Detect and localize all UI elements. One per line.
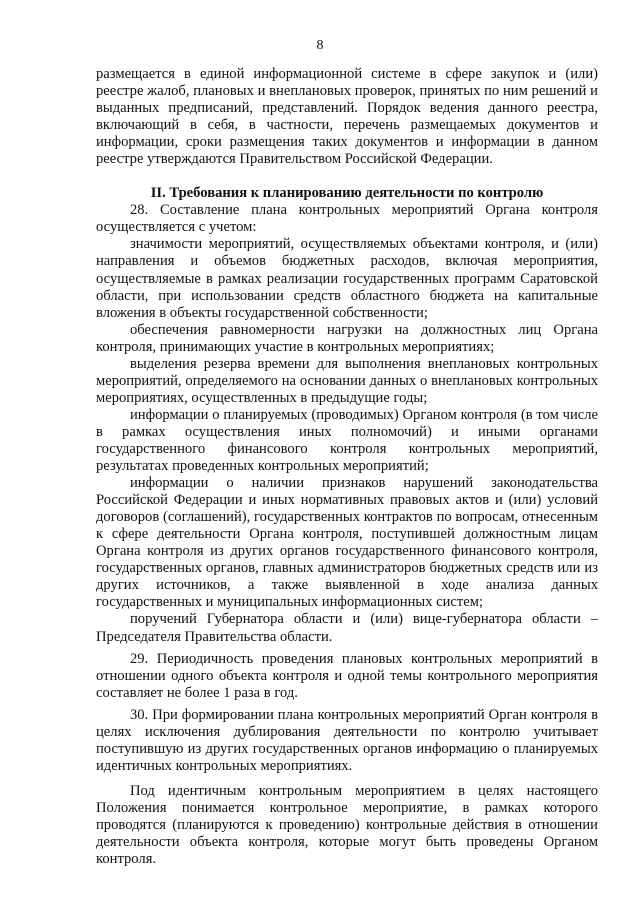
list-item: поручений Губернатора области и (или) вице-губернатора области – Председателя Правительства области. [96,611,598,645]
list-item: информации о планируемых (проводимых) Органом контроля (в том числе в рамках осуществления иных полномочий) и иными органами государственного финансового контроля контрольных мероприятий, результатах проведенных контрольных мероприятий; [96,406,598,475]
section-title: II. Требования к планированию деятельности по контролю [150,185,544,202]
page-number: 8 [316,38,324,53]
list-item: информации о наличии признаков нарушений законодательства Российской Федерации и иных нормативных правовых актов и (или) условий договоров (соглашений), государственных контрактов по вопросам, отнесенным к сфере деятельности Органа контроля, поступившей должностным лицам Органа контроля из других органов государственного финансового контроля, государственных органов, главных администраторов бюджетных средств или из других источников, а также выявленной в ходе анализа данных государственных и муниципальных информационных систем; [96,475,598,611]
document-body [96,66,598,868]
paragraph-30: 30. При формировании плана контрольных мероприятий Орган контроля в целях исключения дублирования деятельности по контролю учитывает поступившую из других государственных органов информацию о планируемых идентичных контрольных мероприятиях. [96,706,598,774]
list-item: значимости мероприятий, осуществляемых объектами контроля, и (или) направления и объемов бюджетных расходов, включая мероприятия, осуществляемые в рамках реализации государственных программ Саратовской области, при использовании средств областного бюджета на капитальные вложения в объекты государственной собственности; [96,236,598,321]
paragraph-30-note: Под идентичным контрольным мероприятием в целях настоящего Положения понимается контрольное мероприятие, в рамках которого проводятся (планируются к проведению) контрольные действия в отношении деятельности объекта контроля, которые могут быть проведены Органом контроля. [96,782,598,868]
list-item: выделения резерва времени для выполнения внеплановых контрольных мероприятий, определяемого на основании данных о внеплановых контрольных мероприятиях, осуществленных в предыдущие годы; [96,355,598,406]
list-item: обеспечения равномерности нагрузки на должностных лиц Органа контроля, принимающих участие в контрольных мероприятиях; [96,321,598,355]
intro-paragraph: размещается в единой информационной системе в сфере закупок и (или) реестре жалоб, плановых и внеплановых проверок, принятых по ним решений и выданных предписаний, представлений. Порядок ведения данного реестра, включающий в себя, в частности, перечень размещаемых документов и информации, сроки размещения таких документов и информации в данном реестре утверждаются Правительством Российской Федерации. [96,66,598,168]
paragraph-28: 28. Составление плана контрольных мероприятий Органа контроля осуществляется с учетом: [96,202,598,236]
paragraph-29: 29. Периодичность проведения плановых контрольных мероприятий в отношении одного объекта контроля и одной темы контрольного мероприятия составляет не более 1 раза в год. [96,650,598,701]
